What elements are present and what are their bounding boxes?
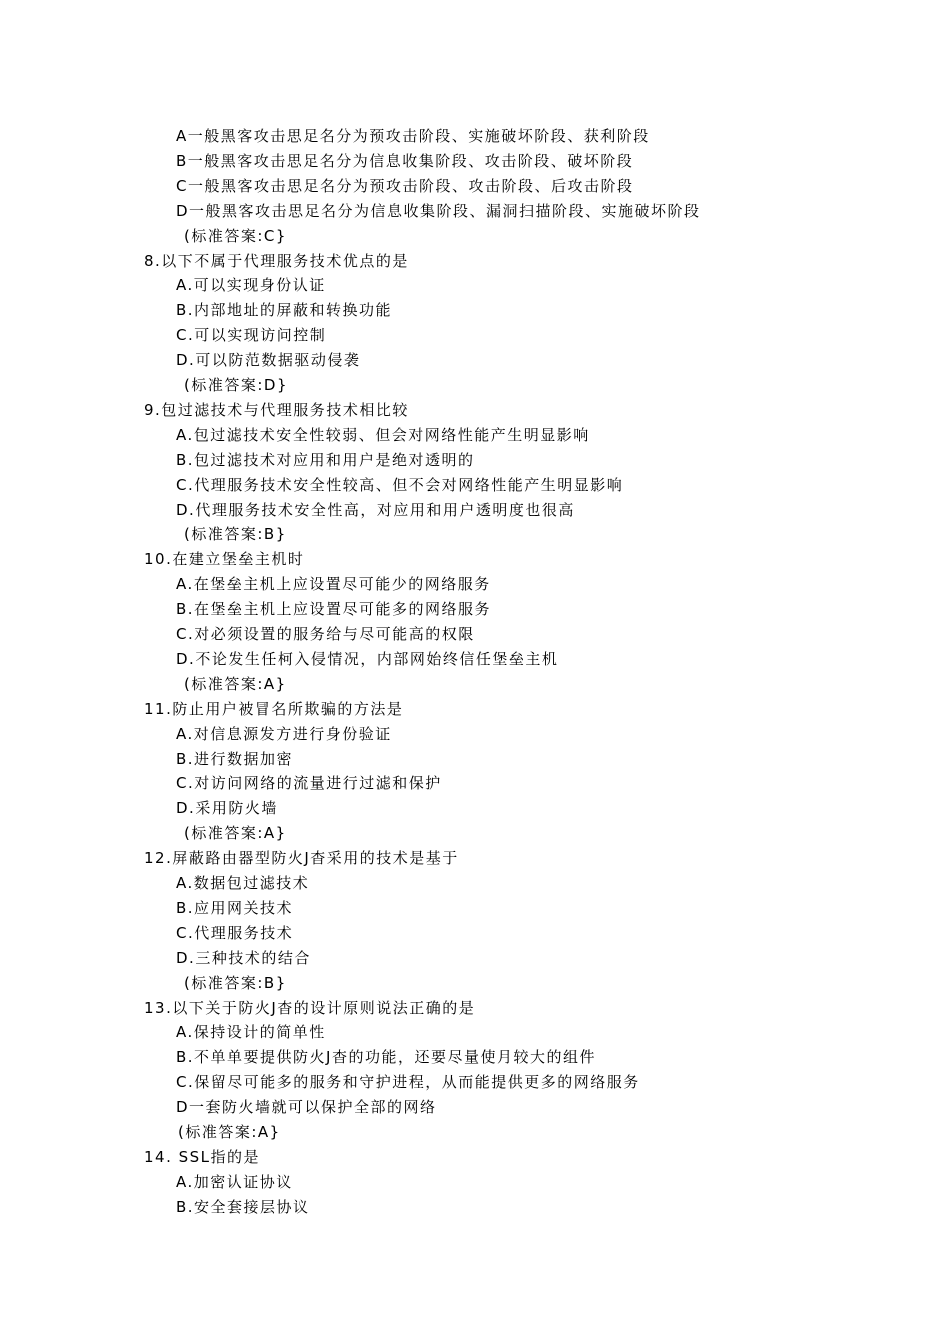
option-line: C一般黑客攻击思足名分为预攻击阶段、攻击阶段、后攻击阶段: [176, 176, 634, 195]
question-line: 8.以下不属于代理服务技术优点的是: [144, 251, 409, 270]
answer-line: (标准答案:A}: [184, 824, 287, 843]
option-line: D.代理服务技术安全性高，对应用和用户透明度也很高: [176, 500, 575, 519]
answer-line: (标准答案:C}: [184, 226, 287, 245]
option-line: D.不论发生任柯入侵情况，内部网始终信任堡垒主机: [176, 649, 559, 668]
answer-line: (标准答案:D}: [184, 376, 288, 394]
answer-line: (标准答案:A}: [178, 1123, 281, 1141]
option-line: A.数据包过滤技术: [176, 874, 310, 892]
question-line: 11.防止用户被冒名所欺骗的方法是: [144, 699, 404, 718]
option-line: A.保持设计的简单性: [176, 1023, 326, 1042]
option-line: A一般黑客攻击思足名分为预攻击阶段、实施破坏阶段、获利阶段: [176, 127, 650, 145]
option-line: D.采用防火墙: [176, 799, 278, 818]
question-line: 14. SSL指的是: [144, 1147, 261, 1166]
option-line: C.对必须设置的服务给与尽可能高的权限: [176, 625, 475, 643]
option-line: B.包过滤技术对应用和用户是绝对透明的: [176, 450, 475, 469]
option-line: B.不单单要提供防火J杳的功能，还要尽量使月较大的组件: [176, 1048, 596, 1067]
option-line: B一般黑客攻击思足名分为信息收集阶段、攻击阶段、破坏阶段: [176, 151, 634, 170]
option-line: D.三种技术的结合: [176, 948, 311, 967]
answer-line: (标准答案:A}: [184, 674, 287, 693]
option-line: A.在堡垒主机上应设置尽可能少的网络服务: [176, 575, 491, 594]
option-line: B.应用网关技术: [176, 898, 294, 917]
option-line: C.保留尽可能多的服务和守护进程，从而能提供更多的网络服务: [176, 1073, 640, 1092]
option-line: A.加密认证协议: [176, 1172, 293, 1191]
question-line: 10.在建立堡垒主机时: [144, 550, 305, 569]
option-line: B.在堡垒主机上应设置尽可能多的网络服务: [176, 600, 492, 619]
option-line: D一般黑客攻击思足名分为信息收集阶段、漏洞扫描阶段、实施破坏阶段: [176, 201, 701, 220]
option-line: D一套防火墙就可以保护全部的网络: [176, 1098, 437, 1117]
option-line: A.可以实现身份认证: [176, 276, 326, 295]
option-line: C.对访问网络的流量进行过滤和保护: [176, 774, 442, 793]
option-line: C.代理服务技术: [176, 923, 294, 942]
option-line: D.可以防范数据驱动侵袭: [176, 351, 361, 370]
option-line: B.进行数据加密: [176, 749, 294, 768]
option-line: B.内部地址的屏蔽和转换功能: [176, 301, 393, 320]
question-line: 13.以下关于防火J杳的设计原则说法正确的是: [144, 998, 476, 1017]
question-line: 9.包过滤技术与代理服务技术相比较: [144, 400, 409, 419]
option-line: A.包过滤技术安全性较弱、但会对网络性能产生明显影响: [176, 425, 590, 444]
option-line: C.代理服务技术安全性较高、但不会对网络性能产生明显影响: [176, 475, 624, 494]
option-line: C.可以实现访问控制: [176, 326, 327, 345]
question-line: 12.屏蔽路由器型防火J杳采用的技术是基于: [144, 849, 459, 868]
answer-line: (标准答案:B}: [184, 973, 287, 992]
answer-line: (标准答案:B}: [184, 525, 287, 544]
option-line: B.安全套接层协议: [176, 1197, 310, 1216]
option-line: A.对信息源发方进行身份验证: [176, 724, 392, 743]
